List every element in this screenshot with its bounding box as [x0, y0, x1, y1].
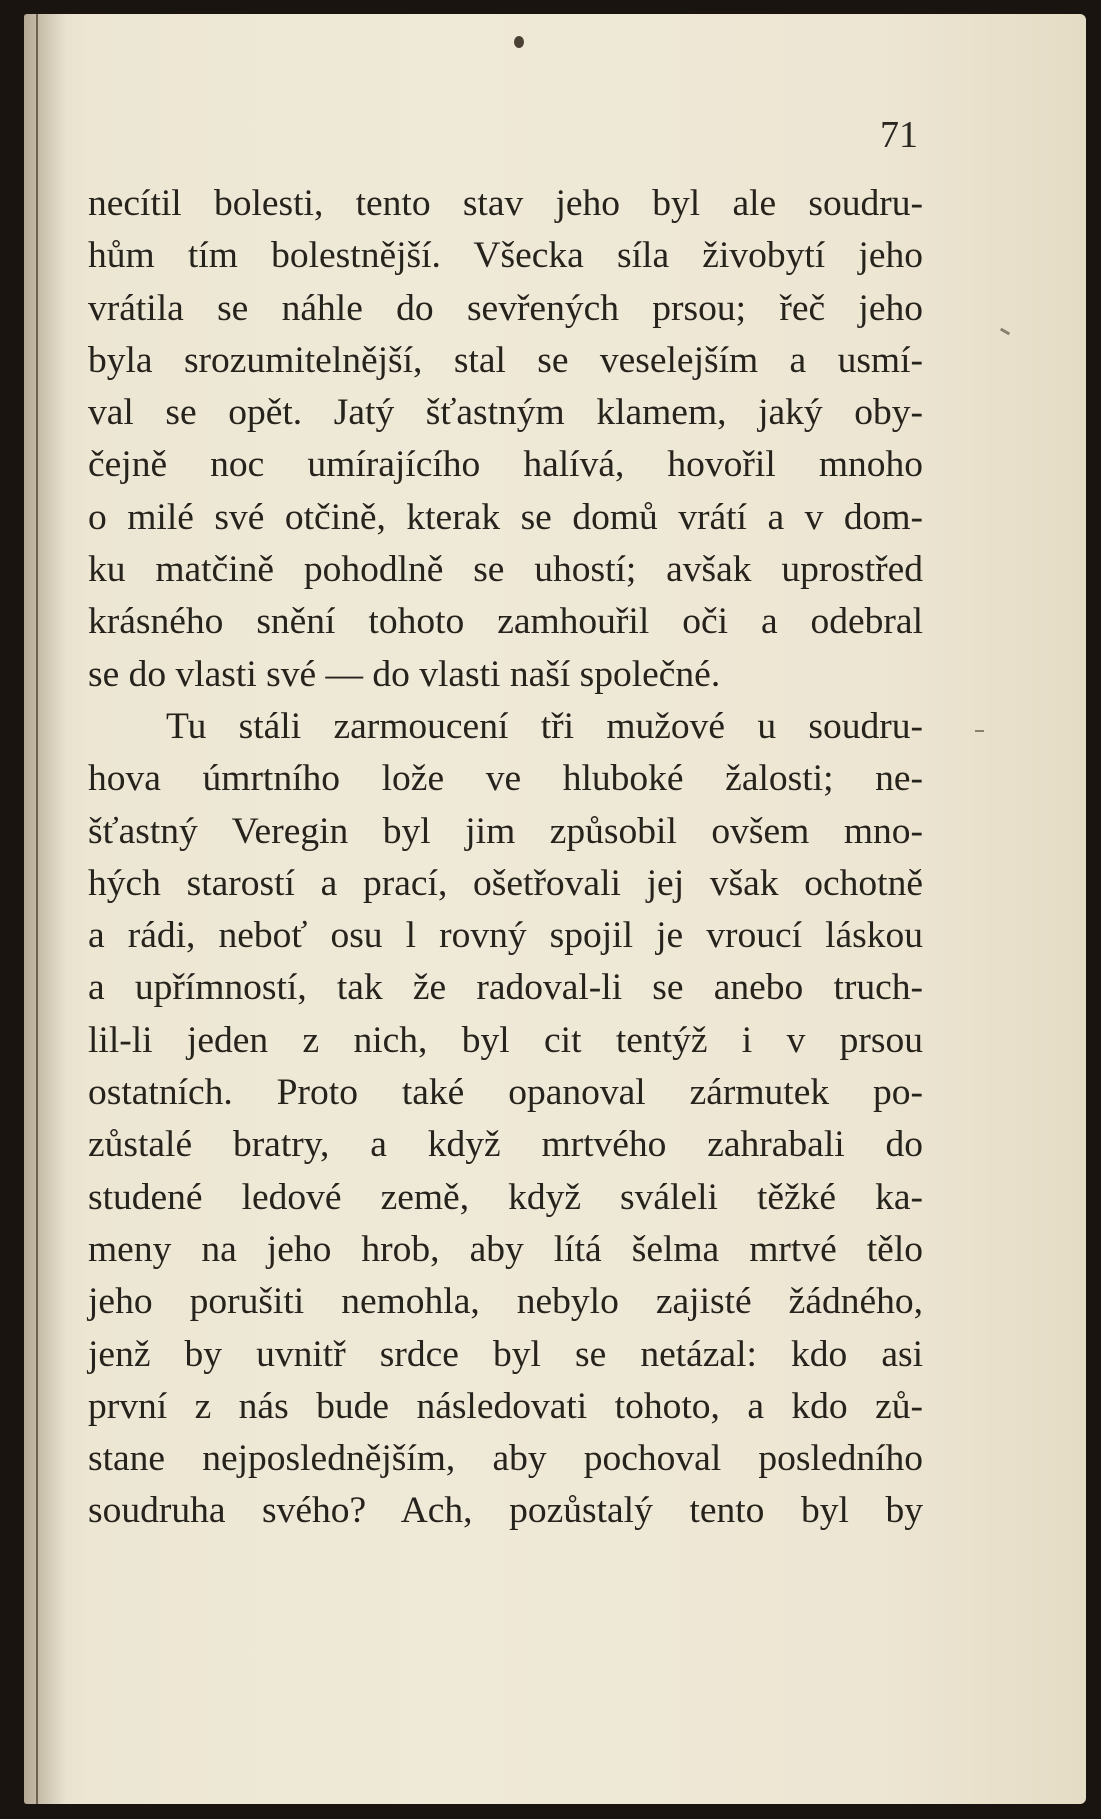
ink-dot: [514, 36, 524, 48]
text-line: a rádi, neboť osu l rovný spojil je vroucí láskou: [88, 915, 923, 957]
text-line: vrátila se náhle do sevřených prsou; řeč jeho: [88, 287, 923, 329]
text-line: val se opět. Jatý šťastným klamem, jaký oby-: [88, 392, 923, 434]
text-line: soudruha svého? Ach, pozůstalý tento byl by: [88, 1490, 923, 1532]
text-line: lil-li jeden z nich, byl cit tentýž i v prsou: [88, 1019, 923, 1061]
text-line: byla srozumitelnější, stal se veselejším a usmí-: [88, 339, 923, 381]
text-line: jeho porušiti nemohla, nebylo zajisté žádného,: [88, 1281, 923, 1323]
text-line: čejně noc umírajícího halívá, hovořil mnoho: [88, 444, 923, 486]
gutter-edge: [36, 14, 38, 1804]
body-text: [88, 178, 923, 1538]
paragraph-end-line: se do vlasti své — do vlasti naší společné.: [88, 653, 721, 695]
text-line: meny na jeho hrob, aby lítá šelma mrtvé tělo: [88, 1228, 923, 1270]
text-line: první z nás bude následovati tohoto, a kdo zů-: [88, 1385, 923, 1427]
text-line: hých starostí a prací, ošetřovali jej však ochotně: [88, 862, 923, 904]
gutter-shadow: [24, 14, 66, 1804]
text-line: a upřímností, tak že radoval-li se anebo truch-: [88, 967, 923, 1009]
text-line: o milé své otčině, kterak se domů vrátí a v dom-: [88, 496, 923, 538]
text-line: stane nejposlednějším, aby pochoval posledního: [88, 1438, 923, 1480]
text-line: krásného snění tohoto zamhouřil oči a odebral: [88, 601, 923, 643]
ink-speck: [975, 730, 984, 732]
text-line: jenž by uvnitř srdce byl se netázal: kdo asi: [88, 1333, 923, 1375]
text-line: necítil bolesti, tento stav jeho byl ale soudru-: [88, 183, 923, 224]
text-line: hům tím bolestnější. Všecka síla živobytí jeho: [88, 235, 923, 277]
text-line: ostatních. Proto také opanoval zármutek po-: [88, 1072, 923, 1114]
page-number: 71: [880, 114, 918, 156]
text-line: hova úmrtního lože ve hluboké žalosti; ne-: [88, 758, 923, 800]
text-line: zůstalé bratry, a když mrtvého zahrabali do: [88, 1124, 923, 1166]
paragraph-start-line: Tu stáli zarmoucení tři mužové u soudru-: [166, 705, 923, 747]
text-line: studené ledové země, když sváleli těžké ka-: [88, 1176, 923, 1218]
text-line: šťastný Veregin byl jim způsobil ovšem mno-: [88, 810, 923, 852]
text-line: ku matčině pohodlně se uhostí; avšak uprostřed: [88, 549, 923, 591]
